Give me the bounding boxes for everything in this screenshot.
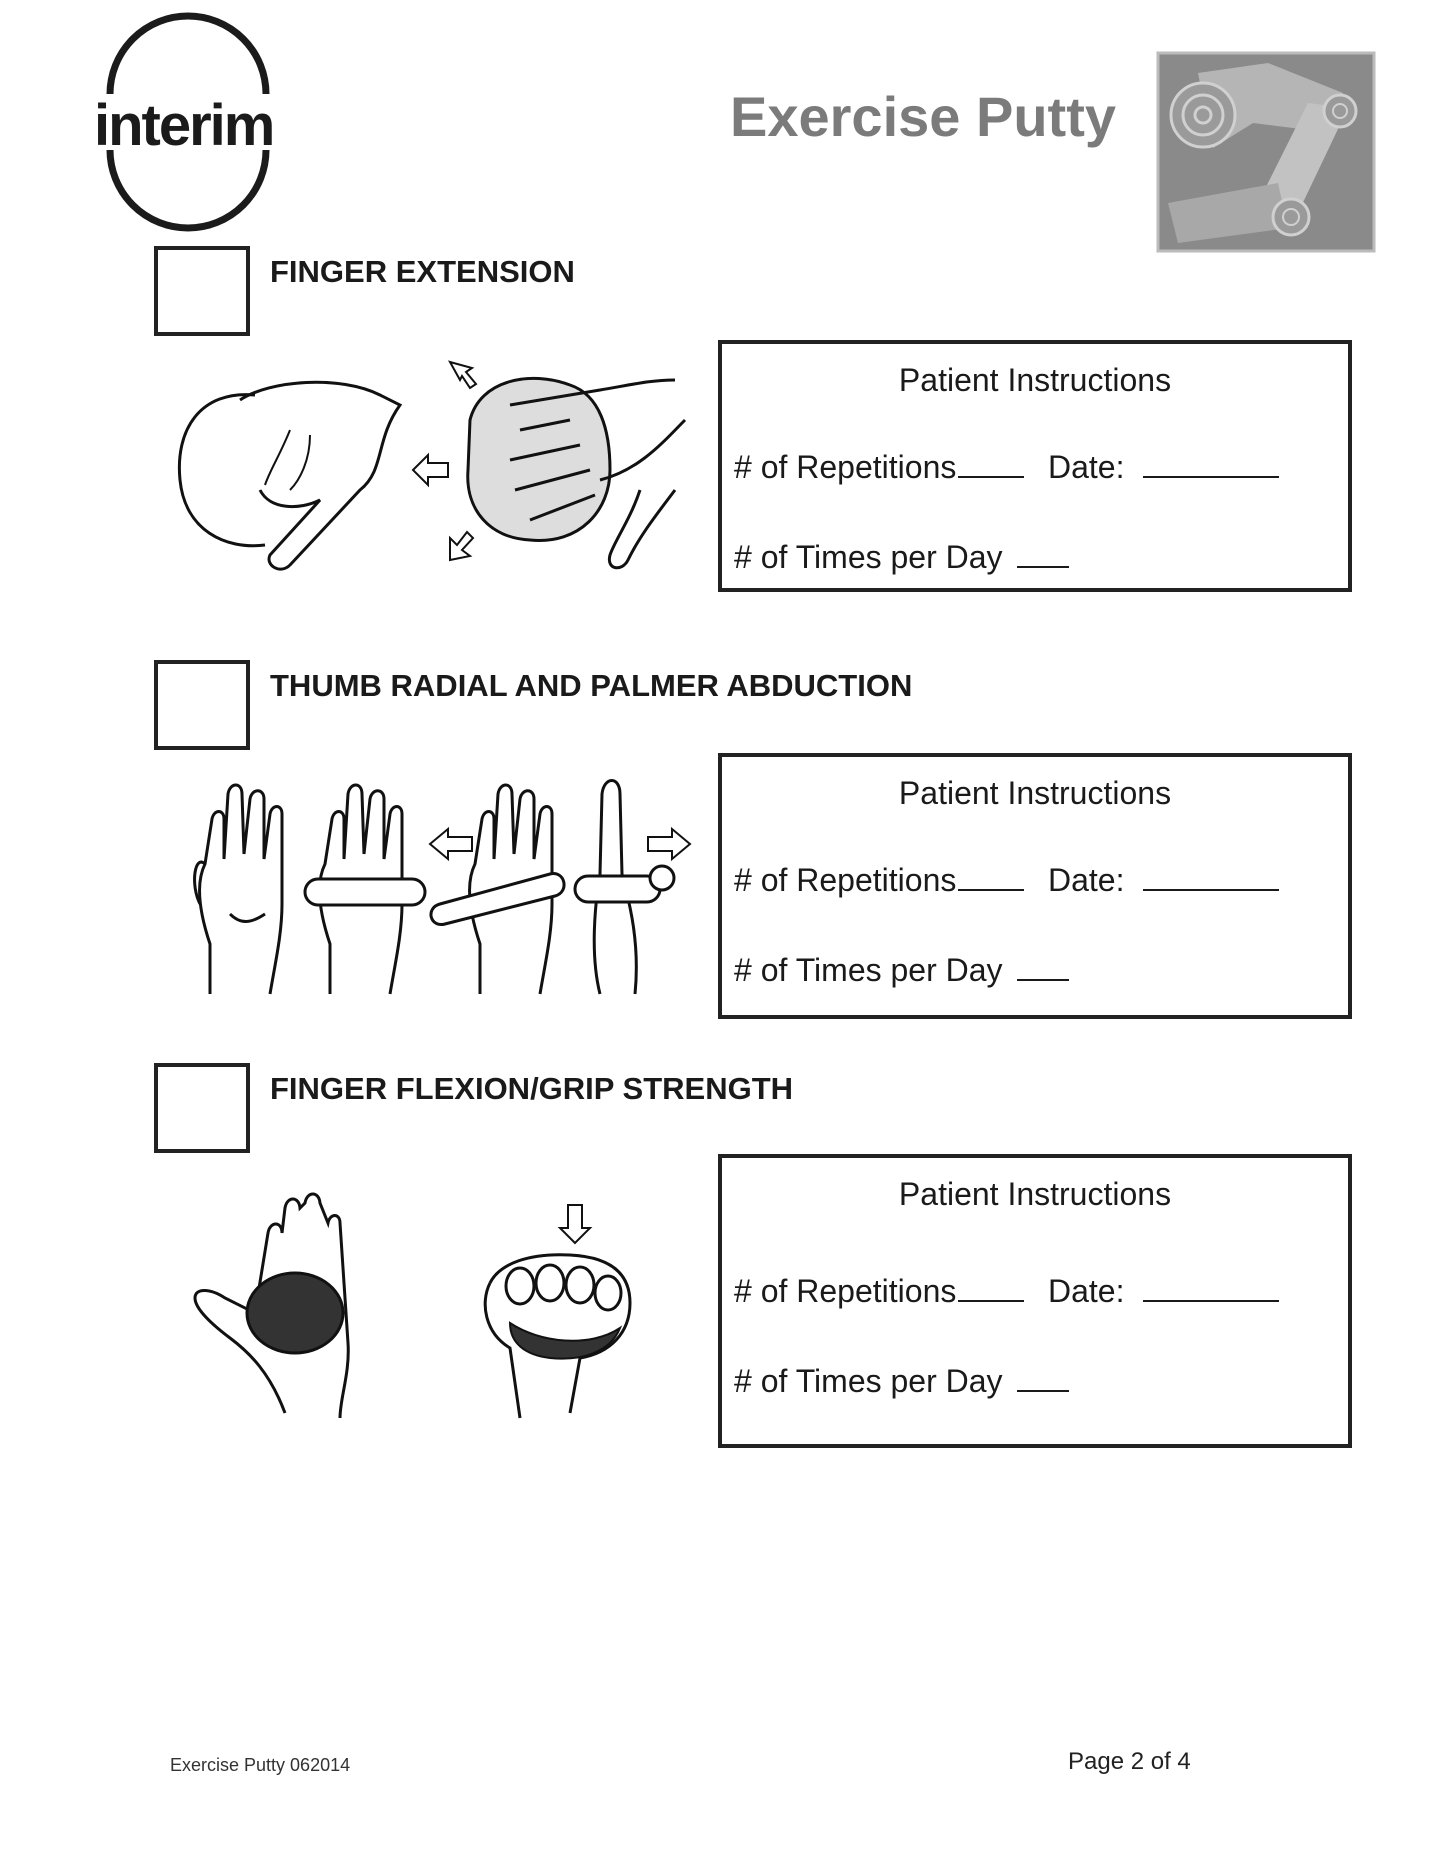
thumb-abduction-checkbox[interactable] [154, 660, 250, 750]
date-label: Date: [1048, 1273, 1125, 1309]
date-label: Date: [1048, 862, 1125, 898]
times-per-day-label: # of Times per Day [734, 539, 1003, 575]
date-blank[interactable] [1143, 475, 1279, 478]
date-field[interactable] [1048, 1273, 1279, 1310]
times-per-day-blank[interactable] [1017, 565, 1069, 568]
repetitions-blank[interactable] [958, 475, 1024, 478]
footer-page-indicator: Page 2 of 4 [1068, 1748, 1191, 1775]
repetitions-field[interactable] [734, 1273, 1024, 1310]
date-field[interactable] [1048, 449, 1279, 486]
times-per-day-blank[interactable] [1017, 1389, 1069, 1392]
date-blank[interactable] [1143, 1299, 1279, 1302]
finger-extension-illustration [170, 360, 700, 595]
exercise-heading-finger-extension: FINGER EXTENSION [270, 254, 575, 289]
footer-document-code: Exercise Putty 062014 [170, 1755, 351, 1775]
patient-instructions-title: Patient Instructions [898, 1176, 1172, 1212]
times-per-day-field[interactable] [734, 1363, 1069, 1400]
repetitions-blank[interactable] [958, 888, 1024, 891]
patient-instructions-box-1 [718, 340, 1352, 592]
finger-extension-checkbox[interactable] [154, 246, 250, 336]
times-per-day-field[interactable] [734, 952, 1069, 989]
patient-instructions-box-2 [718, 753, 1352, 1019]
repetitions-field[interactable] [734, 449, 1024, 486]
repetitions-field[interactable] [734, 862, 1024, 899]
patient-instructions-title: Patient Instructions [898, 362, 1172, 398]
repetitions-label: # of Repetitions [734, 449, 957, 485]
repetitions-label: # of Repetitions [734, 862, 957, 898]
times-per-day-blank[interactable] [1017, 978, 1069, 981]
repetitions-blank[interactable] [958, 1299, 1024, 1302]
logo-text: interim [94, 93, 274, 158]
thumb-abduction-illustration [190, 774, 700, 1009]
finger-flexion-illustration [190, 1183, 640, 1428]
repetitions-label: # of Repetitions [734, 1273, 957, 1309]
date-blank[interactable] [1143, 888, 1279, 891]
times-per-day-field[interactable] [734, 539, 1069, 576]
page-title: Exercise Putty [730, 85, 1116, 148]
exercise-heading-finger-flexion: FINGER FLEXION/GRIP STRENGTH [270, 1071, 794, 1106]
finger-flexion-checkbox[interactable] [154, 1063, 250, 1153]
patient-instructions-box-3 [718, 1154, 1352, 1448]
putty-banner-graphic [1158, 53, 1374, 251]
exercise-heading-thumb-abduction: THUMB RADIAL AND PALMER ABDUCTION [270, 668, 913, 703]
date-label: Date: [1048, 449, 1125, 485]
interim-logo [88, 42, 288, 202]
times-per-day-label: # of Times per Day [734, 1363, 1003, 1399]
date-field[interactable] [1048, 862, 1279, 899]
times-per-day-label: # of Times per Day [734, 952, 1003, 988]
patient-instructions-title: Patient Instructions [898, 775, 1172, 811]
